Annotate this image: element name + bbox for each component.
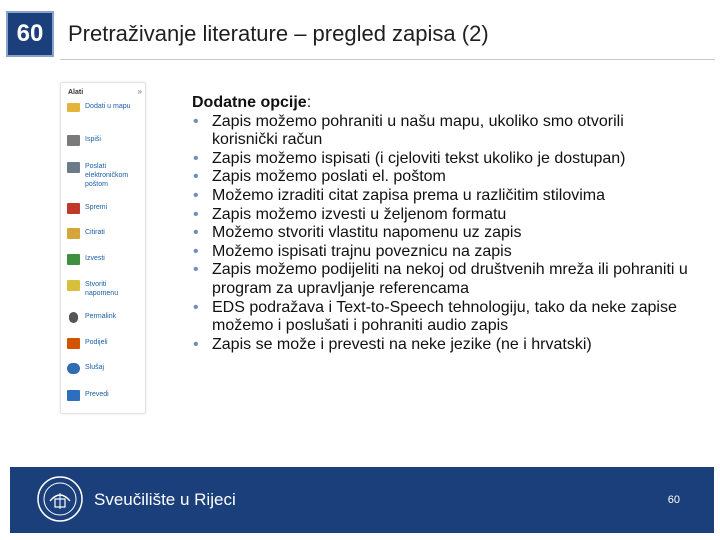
bullet-text: Zapis možemo izvesti u željenom formatu: [212, 205, 507, 223]
bullet-text: Zapis možemo pohraniti u našu mapu, ukoliko smo otvorili korisnički račun: [212, 112, 624, 149]
tool-label: Izvesti: [85, 255, 105, 262]
bullet-icon: •: [193, 298, 199, 316]
listen-icon: [67, 363, 80, 374]
slide-number-badge: 60: [6, 11, 54, 57]
heading-text: Dodatne opcije: [192, 94, 307, 111]
tool-translate[interactable]: [67, 390, 143, 401]
save-icon: [67, 203, 80, 214]
link-icon: [69, 312, 78, 323]
bullet-text: Zapis se može i prevesti na neke jezike (ne i hrvatski): [212, 335, 592, 353]
tool-label: Prevedi: [85, 391, 109, 398]
footer-page-number: 60: [667, 494, 680, 506]
bullet-text: Možemo ispisati trajnu poveznicu na zapis: [212, 242, 512, 260]
tool-export[interactable]: [67, 254, 143, 265]
list-item: [192, 224, 692, 243]
cite-icon: [67, 228, 80, 239]
slide-title: Pretraživanje literature – pregled zapisa (2): [68, 21, 489, 46]
bullet-icon: •: [193, 112, 199, 130]
folder-add-icon: [67, 103, 80, 112]
bullet-icon: •: [193, 242, 199, 260]
tool-permalink[interactable]: [67, 312, 143, 323]
tool-label: Poslati elektroničkom poštom: [85, 163, 129, 188]
tools-heading: Alati: [68, 89, 84, 96]
tool-label: Podijeli: [85, 339, 108, 346]
list-item: [192, 150, 692, 169]
printer-icon: [67, 135, 80, 146]
tool-label: Permalink: [85, 313, 117, 320]
bullet-icon: •: [193, 261, 199, 279]
export-icon: [67, 254, 80, 265]
bullet-icon: •: [193, 149, 199, 167]
content-block: [192, 94, 692, 354]
tool-add-to-folder[interactable]: [67, 102, 143, 112]
list-item: [192, 113, 692, 150]
tool-print[interactable]: [67, 135, 143, 146]
tool-label: Citirati: [85, 229, 105, 236]
list-item: [192, 243, 692, 262]
list-item: [192, 187, 692, 206]
tools-panel: [60, 82, 146, 414]
tool-label: Dodati u mapu: [85, 103, 131, 110]
bullet-text: Zapis možemo ispisati (i cjeloviti tekst ukoliko je dostupan): [212, 149, 626, 167]
tool-save[interactable]: [67, 203, 143, 214]
tool-listen[interactable]: [67, 363, 143, 374]
list-item: [192, 336, 692, 355]
tool-label: Ispiši: [85, 136, 101, 143]
tool-share[interactable]: [67, 338, 143, 349]
footer-bar: [10, 467, 714, 533]
bullet-text: Možemo izraditi citat zapisa prema u različitim stilovima: [212, 186, 605, 204]
share-icon: [67, 338, 80, 349]
tool-create-note[interactable]: [67, 280, 143, 298]
bullet-icon: •: [193, 335, 199, 353]
content-heading: [192, 94, 692, 113]
bullet-text: Zapis možemo podijeliti na nekoj od društvenih mreža ili pohraniti u program za upravljanje referencama: [212, 261, 688, 297]
translate-icon: [67, 390, 80, 401]
tool-label: Stvoriti napomenu: [85, 281, 119, 297]
tool-email[interactable]: [67, 162, 143, 189]
email-icon: [67, 162, 80, 173]
list-item: [192, 206, 692, 225]
note-icon: [67, 280, 80, 291]
title-divider: [60, 59, 715, 60]
bullet-icon: •: [193, 205, 199, 223]
bullet-icon: •: [193, 224, 199, 242]
bullet-text: Možemo stvoriti vlastitu napomenu uz zapis: [212, 224, 522, 242]
bullet-text: Zapis možemo poslati el. poštom: [212, 168, 446, 186]
list-item: [192, 261, 692, 298]
bullet-icon: •: [193, 168, 199, 186]
bullet-icon: •: [193, 186, 199, 204]
collapse-icon[interactable]: »: [137, 87, 142, 96]
list-item: [192, 168, 692, 187]
bullet-list: [192, 113, 692, 355]
tool-cite[interactable]: [67, 228, 143, 239]
tool-label: Slušaj: [85, 364, 105, 371]
university-name: Sveučilište u Rijeci: [94, 490, 236, 509]
university-seal-icon: [36, 475, 84, 523]
list-item: [192, 299, 692, 336]
tool-label: Spremi: [85, 204, 108, 211]
heading-colon: :: [306, 94, 312, 111]
bullet-text: EDS podražava i Text-to-Speech tehnologiju, tako da neke zapise možemo i poslušati i pohraniti audio zapis: [212, 298, 677, 335]
